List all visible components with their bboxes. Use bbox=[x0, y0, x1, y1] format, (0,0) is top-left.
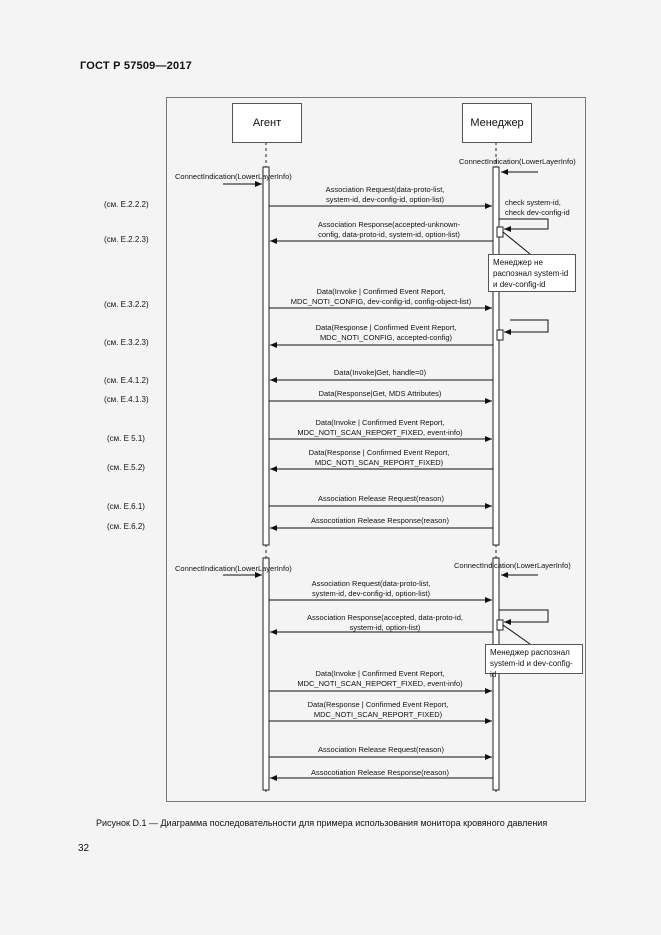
ref-7: (см. Е 5.1) bbox=[107, 434, 145, 443]
connect-label-manager-1: ConnectIndication(LowerLayerInfo) bbox=[459, 157, 576, 166]
agent-activation-1 bbox=[263, 167, 269, 545]
msg-label-3: Data(Invoke | Confirmed Event Report, MDC_NOTI_CONFIG, dev-config-id, config-object-list) bbox=[290, 287, 472, 306]
agent-actor-label: Агент bbox=[252, 117, 282, 129]
ref-4: (см. Е.3.2.3) bbox=[104, 338, 149, 347]
msg-label-5: Data(Invoke|Get, handle=0) bbox=[333, 368, 427, 377]
connect-label-agent-1: ConnectIndication(LowerLayerInfo) bbox=[175, 172, 292, 181]
figure-caption: Рисунок D.1 — Диаграмма последовательности для примера использования монитора кровяного давления bbox=[96, 818, 548, 828]
selfcall-arrow-3 bbox=[499, 610, 548, 622]
manager-actor-label: Менеджер bbox=[470, 117, 524, 129]
msg-label-2: Association Response(accepted-unknown- config, data-proto-id, system-id, option-list) bbox=[317, 220, 461, 239]
page-number: 32 bbox=[78, 843, 90, 854]
ref-10: (см. Е.6.2) bbox=[107, 522, 145, 531]
agent-activation-2 bbox=[263, 558, 269, 790]
manager-actor-box bbox=[462, 103, 532, 143]
msg-label-9: Association Release Request(reason) bbox=[318, 494, 444, 503]
manager-selfcall-box-1 bbox=[497, 227, 503, 237]
msg-label-8: Data(Response | Confirmed Event Report, MDC_NOTI_SCAN_REPORT_FIXED) bbox=[308, 448, 450, 467]
ref-5: (см. Е.4.1.2) bbox=[104, 376, 149, 385]
connect-label-agent-2: ConnectIndication(LowerLayerInfo) bbox=[175, 564, 292, 573]
msg-label-13: Data(Invoke | Confirmed Event Report, MDC_NOTI_SCAN_REPORT_FIXED, event-info) bbox=[297, 669, 463, 688]
msg-label-7: Data(Invoke | Confirmed Event Report, MDC_NOTI_SCAN_REPORT_FIXED, event-info) bbox=[297, 418, 463, 437]
selfcall-arrow-2 bbox=[504, 320, 548, 332]
agent-actor-box bbox=[232, 103, 302, 143]
ref-3: (см. Е.3.2.2) bbox=[104, 300, 149, 309]
ref-9: (см. Е.6.1) bbox=[107, 502, 145, 511]
msg-label-4: Data(Response | Confirmed Event Report, MDC_NOTI_CONFIG, accepted-config) bbox=[315, 323, 457, 342]
msg-label-10: Assocotiation Release Response(reason) bbox=[311, 516, 449, 525]
ref-8: (см. Е.5.2) bbox=[107, 463, 145, 472]
manager-selfcall-box-2 bbox=[497, 330, 503, 340]
ref-2: (см. Е.2.2.3) bbox=[104, 235, 149, 244]
msg-label-1: Association Request(data-proto-list, system-id, dev-config-id, option-list) bbox=[325, 185, 445, 204]
document-header: ГОСТ Р 57509—2017 bbox=[80, 60, 192, 72]
ref-1: (см. Е.2.2.2) bbox=[104, 200, 149, 209]
manager-recognized-note: Менеджер распознал system-id и dev-config-id bbox=[485, 644, 583, 674]
manager-selfcall-box-3 bbox=[497, 620, 503, 630]
connect-label-manager-2: ConnectIndication(LowerLayerInfo) bbox=[454, 561, 571, 570]
ref-6: (см. Е.4.1.3) bbox=[104, 395, 149, 404]
note-connector-2 bbox=[503, 625, 530, 644]
manager-activation-1 bbox=[493, 167, 499, 545]
msg-label-12: Association Response(accepted, data-proto-id, system-id, option-list) bbox=[307, 613, 463, 632]
msg-label-14: Data(Response | Confirmed Event Report, MDC_NOTI_SCAN_REPORT_FIXED) bbox=[307, 700, 449, 719]
msg-label-15: Association Release Request(reason) bbox=[318, 745, 444, 754]
msg-label-6: Data(Response|Get, MDS Attributes) bbox=[318, 389, 442, 398]
msg-label-16: Assocotiation Release Response(reason) bbox=[311, 768, 449, 777]
manager-not-recognized-note: Менеджер не распознал system-id и dev-config-id bbox=[488, 254, 576, 292]
selfcall-arrow-1 bbox=[499, 219, 548, 229]
msg-label-11: Association Request(data-proto-list, system-id, dev-config-id, option-list) bbox=[311, 579, 431, 598]
note-connector-1 bbox=[503, 232, 530, 254]
check-ids-note: check system-id, check dev-config-id bbox=[505, 198, 570, 217]
